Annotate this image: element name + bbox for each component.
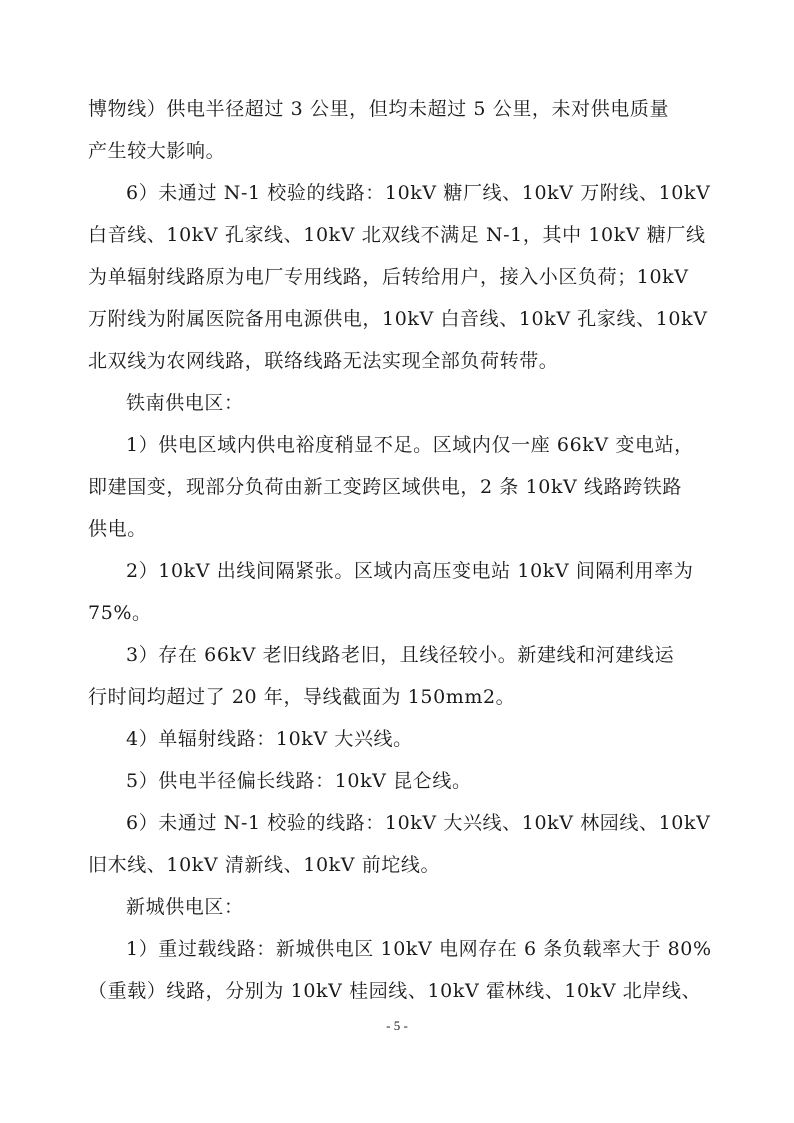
text-line: 产生较大影响。 [88, 140, 226, 162]
page-number: - 5 - [386, 1018, 408, 1033]
text-line: 白音线、10kV 孔家线、10kV 北双线不满足 N-1，其中 10kV 糖厂线 [88, 224, 706, 246]
text-line: 为单辐射线路原为电厂专用线路，后转给用户，接入小区负荷；10kV [88, 266, 689, 288]
text-line: 1）重过载线路：新城供电区 10kV 电网存在 6 条负载率大于 80% [126, 938, 712, 960]
text-line: 即建国变，现部分负荷由新工变跨区域供电，2 条 10kV 线路跨铁路 [88, 476, 683, 498]
text-line: 北双线为农网线路，联络线路无法实现全部负荷转带。 [88, 350, 559, 372]
text-line: 5）供电半径偏长线路：10kV 昆仑线。 [126, 770, 472, 792]
text-line: 75%。 [88, 602, 152, 624]
text-line: 万附线为附属医院备用电源供电，10kV 白音线、10kV 孔家线、10kV [88, 308, 708, 330]
text-line: 6）未通过 N-1 校验的线路：10kV 糖厂线、10kV 万附线、10kV [126, 182, 711, 204]
text-line: （重载）线路，分别为 10kV 桂园线、10kV 霍林线、10kV 北岸线、 [88, 980, 702, 1002]
section-heading: 新城供电区： [126, 896, 244, 918]
text-line: 旧木线、10kV 清新线、10kV 前坨线。 [88, 854, 441, 876]
text-line: 2）10kV 出线间隔紧张。区域内高压变电站 10kV 间隔利用率为 [126, 560, 694, 582]
text-line: 4）单辐射线路：10kV 大兴线。 [126, 728, 413, 750]
text-line: 3）存在 66kV 老旧线路老旧，且线径较小。新建线和河建线运 [126, 644, 675, 666]
text-line: 1）供电区域内供电裕度稍显不足。区域内仅一座 66kV 变电站， [126, 434, 694, 456]
text-line: 博物线）供电半径超过 3 公里，但均未超过 5 公里，未对供电质量 [88, 98, 670, 120]
text-line: 供电。 [88, 518, 147, 540]
text-line: 6）未通过 N-1 校验的线路：10kV 大兴线、10kV 林园线、10kV [126, 812, 711, 834]
text-line: 行时间均超过了 20 年，导线截面为 150mm2。 [88, 686, 516, 708]
section-heading: 铁南供电区： [126, 392, 244, 414]
